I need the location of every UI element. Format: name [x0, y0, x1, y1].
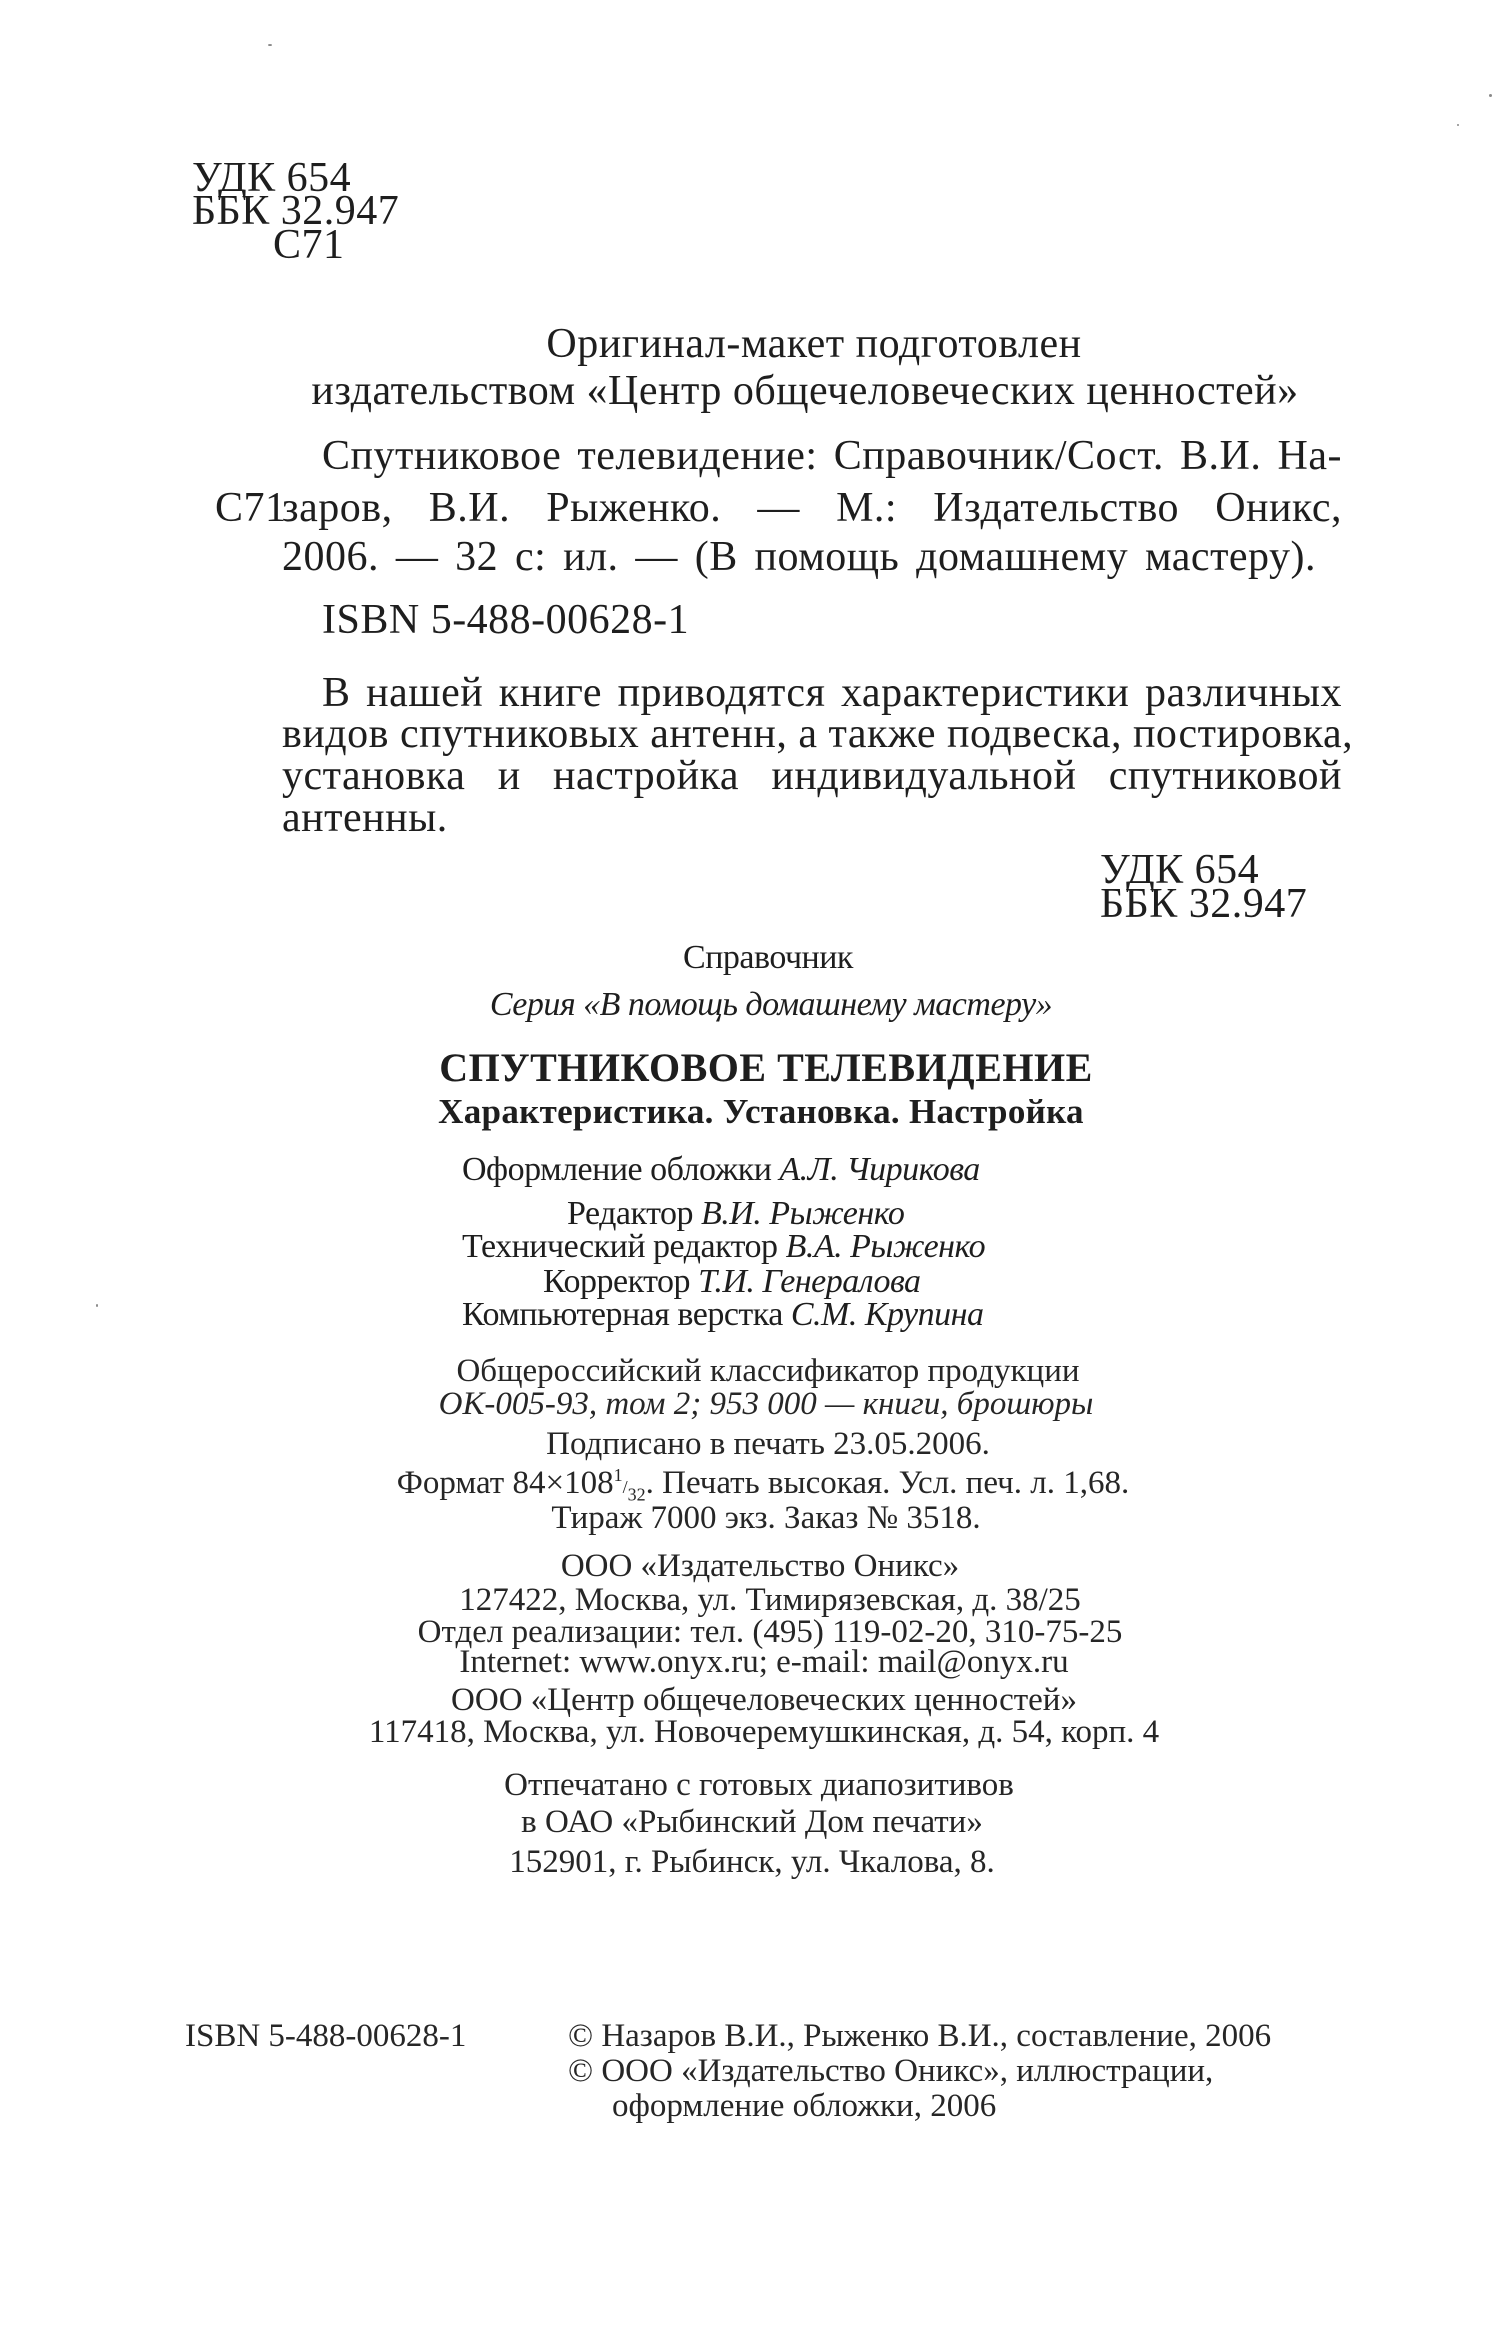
bibliographic-author-mark: С71 — [215, 485, 287, 531]
scan-speck — [1457, 124, 1459, 126]
classifier-line-1: Общероссийский классификатор продукции — [456, 1353, 1080, 1389]
bbk-code-right: ББК 32.947 — [1100, 881, 1308, 927]
printed-line-3: 152901, г. Рыбинск, ул. Чкалова, 8. — [509, 1844, 995, 1880]
original-layout-line-2: издательством «Центр общечеловеческих ценностей» — [311, 368, 1299, 414]
copyright-line-1: © Назаров В.И., Рыженко В.И., составление, 2006 — [568, 2018, 1272, 2054]
cover-design-label: Оформление обложки — [462, 1151, 772, 1188]
layout-credit — [462, 1298, 983, 1332]
annotation-line-1: В нашей книге приводятся характеристики различных — [322, 670, 1342, 716]
classifier-line-2: ОК-005-93, том 2; 953 000 — книги, брошюры — [438, 1386, 1094, 1422]
publisher-name: ООО «Издательство Оникс» — [560, 1548, 960, 1584]
center-name: ООО «Центр общечеловеческих ценностей» — [451, 1682, 1077, 1718]
book-subtitle: Характеристика. Установка. Настройка — [438, 1092, 1084, 1131]
format-sup: 1 — [613, 1465, 623, 1485]
layout-name: С.М. Крупина — [790, 1296, 984, 1333]
corrector-credit — [543, 1265, 921, 1299]
cover-design-name: А.Л. Чирикова — [779, 1151, 980, 1188]
editor-label: Редактор — [567, 1195, 693, 1232]
annotation-line-3: установка и настройка индивидуальной спутниковой — [282, 753, 1342, 799]
bibliographic-line-1: Спутниковое телевидение: Справочник/Сост. В.И. На- — [322, 433, 1342, 479]
publisher-sales: Отдел реализации: тел. (495) 119-02-20, 310-75-25 — [417, 1614, 1123, 1650]
bbk-code: ББК 32.947 — [192, 188, 400, 234]
bibliographic-line-3: 2006. — 32 с: ил. — (В помощь домашнему мастеру). — [282, 534, 1316, 580]
editor-credit — [567, 1197, 904, 1231]
isbn-footer: ISBN 5-488-00628-1 — [185, 2018, 467, 2054]
signed-for-print: Подписано в печать 23.05.2006. — [546, 1426, 990, 1462]
scan-speck — [1489, 94, 1492, 97]
format-prefix: Формат 84×108 — [396, 1465, 614, 1501]
tech-editor-name: В.А. Рыженко — [785, 1228, 986, 1265]
center-address: 117418, Москва, ул. Новочеремушкинская, д. 54, корп. 4 — [368, 1714, 1160, 1750]
tech-editor-credit — [462, 1230, 985, 1264]
copyright-line-2: © ООО «Издательство Оникс», иллюстрации, — [568, 2053, 1214, 2089]
tech-editor-label: Технический редактор — [462, 1228, 778, 1265]
author-mark: С71 — [273, 222, 345, 268]
genre-label: Справочник — [683, 939, 853, 976]
annotation-line-4: антенны. — [282, 795, 448, 841]
publisher-web: Internet: www.onyx.ru; e-mail: mail@onyx.ru — [459, 1644, 1069, 1680]
annotation-line-2: видов спутниковых антенн, а также подвеска, постировка, — [282, 711, 1354, 757]
corrector-name: Т.И. Генералова — [698, 1263, 921, 1300]
original-layout-line-1: Оригинал-макет подготовлен — [546, 321, 1082, 367]
layout-label: Компьютерная верстка — [462, 1296, 783, 1333]
print-run: Тираж 7000 экз. Заказ № 3518. — [551, 1500, 981, 1536]
corrector-label: Корректор — [543, 1263, 691, 1300]
format-sub: 32 — [627, 1484, 646, 1505]
isbn-main: ISBN 5-488-00628-1 — [322, 597, 690, 643]
copyright-line-3: оформление обложки, 2006 — [612, 2088, 997, 2124]
publisher-address: 127422, Москва, ул. Тимирязевская, д. 38/25 — [459, 1582, 1081, 1618]
print-format: Формат $84\times 108^1/_{32}$. Печать высокая. Усл. печ. л. 1,68. — [396, 1465, 1130, 1505]
udk-code: УДК 654 — [192, 155, 352, 201]
cover-design-credit — [462, 1153, 980, 1187]
bibliographic-line-2: заров, В.И. Рыженко. — М.: Издательство Оникс, — [282, 485, 1342, 531]
series-label: Серия «В помощь домашнему мастеру» — [489, 986, 1053, 1023]
editor-name: В.И. Рыженко — [700, 1195, 905, 1232]
format-suffix: . Печать высокая. Усл. печ. л. 1,68. — [645, 1465, 1130, 1501]
printed-line-2: в ОАО «Рыбинский Дом печати» — [521, 1804, 983, 1840]
printed-line-1: Отпечатано с готовых диапозитивов — [504, 1767, 1014, 1803]
scan-speck — [96, 1304, 98, 1307]
udk-code-right: УДК 654 — [1100, 847, 1260, 893]
scan-speck — [268, 44, 272, 46]
book-title: СПУТНИКОВОЕ ТЕЛЕВИДЕНИЕ — [439, 1045, 1093, 1090]
